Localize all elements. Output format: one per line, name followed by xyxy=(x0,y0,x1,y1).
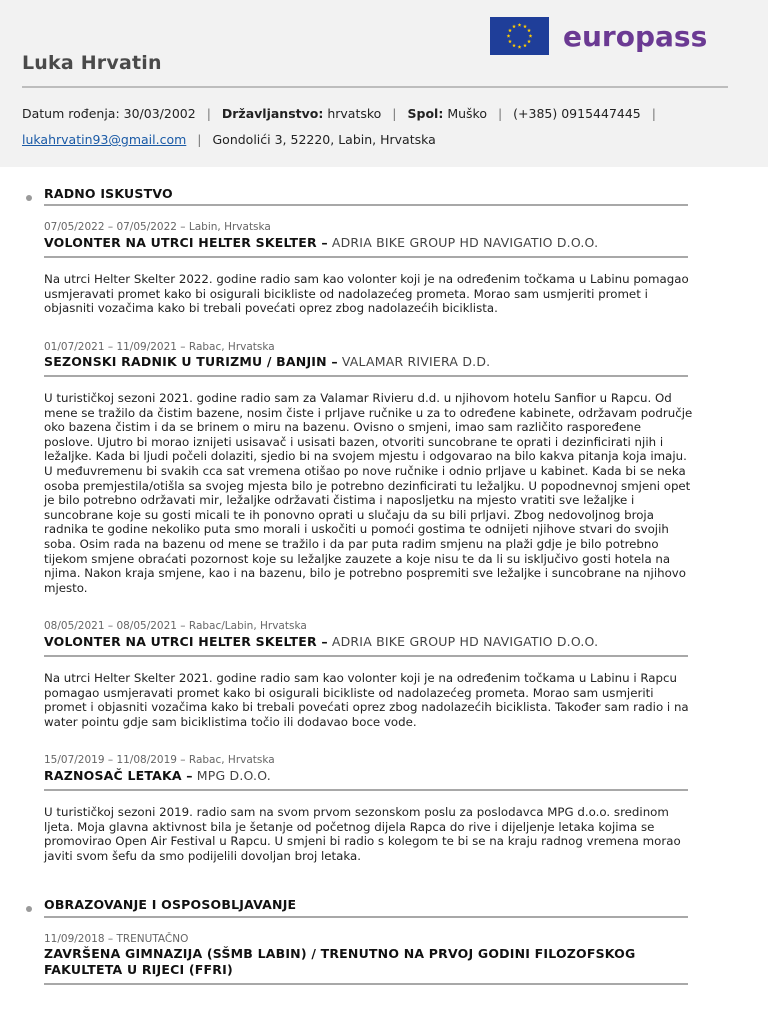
eu-star-icon xyxy=(508,40,512,44)
europass-logo-text: europass xyxy=(563,19,708,53)
gender-label: Spol: xyxy=(407,106,444,121)
eu-flag-icon xyxy=(490,17,549,55)
phone-number: (+385) 0915447445 xyxy=(513,106,641,121)
education-title: ZAVRŠENA GIMNAZIJA (SŠMB LABIN) / TRENUTNO NA PRVOJ GODINI FILOZOFSKOG xyxy=(44,946,636,961)
eu-flag-stars xyxy=(490,17,549,55)
europass-logo xyxy=(490,17,707,55)
education-title-line1 xyxy=(44,946,635,961)
entry-title xyxy=(44,768,271,783)
birth-value: 30/03/2002 xyxy=(123,106,196,121)
eu-star-icon xyxy=(518,23,522,27)
separator: | xyxy=(651,106,656,121)
entry-date-location: 01/07/2021 – 11/09/2021 – Rabac, Hrvatska xyxy=(44,341,275,353)
eu-star-icon xyxy=(527,29,531,33)
section-divider xyxy=(44,916,688,918)
job-title: SEZONSKI RADNIK U TURIZMU / BANJIN – xyxy=(44,354,338,369)
employer: MPG D.O.O. xyxy=(196,768,271,783)
section-title-work: RADNO ISKUSTVO xyxy=(44,186,173,201)
separator: | xyxy=(206,106,211,121)
employer: VALAMAR RIVIERA D.D. xyxy=(341,354,491,369)
education-title: FAKULTETA U RIJECI (FFRI) xyxy=(44,962,233,977)
eu-star-icon xyxy=(508,29,512,33)
citizenship-label: Državljanstvo: xyxy=(221,106,324,121)
email-link[interactable]: lukahrvatin93@gmail.com xyxy=(22,132,187,147)
entry-date-location: 15/07/2019 – 11/08/2019 – Rabac, Hrvatska xyxy=(44,754,275,766)
eu-star-icon xyxy=(507,34,511,38)
entry-divider xyxy=(44,256,688,258)
entry-title xyxy=(44,634,598,649)
eu-star-icon xyxy=(529,34,533,38)
address: Gondolići 3, 52220, Labin, Hrvatska xyxy=(212,132,436,147)
entry-date-location: 08/05/2021 – 08/05/2021 – Rabac/Labin, Hrvatska xyxy=(44,620,307,632)
section-divider xyxy=(44,204,688,206)
entry-description: Na utrci Helter Skelter 2022. godine radio sam kao volonter koji je na određenim točkama u Labinu pomagao usmjeravati promet kako bi osigurali bicikliste od nadolazećeg prometa. Morao sam usmjeriti promet i objasniti vozačima kako bi trebali povećati oprez zbog nadolazećih biciklista. xyxy=(44,272,689,316)
separator: | xyxy=(392,106,397,121)
personal-info-line xyxy=(22,106,663,121)
eu-star-icon xyxy=(527,40,531,44)
section-bullet xyxy=(26,906,32,912)
entry-description: U turističkoj sezoni 2021. godine radio sam za Valamar Rivieru d.d. u njihovom hotelu Sanfior u Rapcu. Od mene se tražilo da čistim bazene, nosim čiste i prljave ručnike u za to određene kabinete, održavam područje oko bazena čistim i da se brinem o miru na bazenu. Ovisno o smjeni, imao sam različito raspoređene poslove. Ujutro bi morao iznijeti usisavač i usisati bazen, otvoriti suncobrane te oprati i dezinficirati njih i ležaljke. Kada bi ljudi počeli dolaziti, sjedio bi na svojem mjestu i odgovarao na bilo kakva pitanja koja imaju. U međuvremenu bi svakih cca sat vremena otišao po nove ručnike i odnio prljave u kabinet. Kada bi se neka osoba premjestila/otišla sa svojeg mjesta bilo je potrebno dezinficirati tu ležaljku. U popodnevnoj smjeni opet je bilo potrebno održavati mir, ležaljke održavati čistima i naposljetku na mjesto vratiti sve ležaljke i suncobrane koje su gosti micali te ih ponovno oprati u slučaju da su bili prljavi. Zbog nedovoljnog broja radnika te godine nekoliko puta smo morali i uskočiti u pomoći gostima te odnijeti njihove stvari do svojih soba. Osim rada na bazenu od mene se tražilo i da par puta radim smjenu na plaži gdje je bilo potrebno tijekom smjene obraćati pozornost koje su ležaljke zauzete a koje nisu te da li su isključivo gosti hotela na njima. Nakon kraja smjene, kao i na bazenu, bilo je potrebno pospremiti sve ležaljke i suncobrane na njihovo mjesto. xyxy=(44,391,693,595)
separator: | xyxy=(197,132,202,147)
entry-title xyxy=(44,354,490,369)
section-title-education: OBRAZOVANJE I OSPOSOBLJAVANJE xyxy=(44,897,297,912)
contact-line xyxy=(22,132,436,147)
job-title: VOLONTER NA UTRCI HELTER SKELTER – xyxy=(44,634,328,649)
education-title-line2 xyxy=(44,962,233,977)
entry-description: U turističkoj sezoni 2019. radio sam na svom prvom sezonskom poslu za poslodavca MPG d.o.o. sredinom ljeta. Moja glavna aktivnost bila je šetanje od početnog dijela Rapca do rive i dijeljenje letaka kojima se promovirao Open Air Festival u Rapcu. U smjeni bi radio s kolegom te bi se na kraju radnog vremena morao javiti svom šefu da smo podijelili dovoljan broj letaka. xyxy=(44,805,681,863)
eu-star-icon xyxy=(523,24,527,28)
employer: ADRIA BIKE GROUP HD NAVIGATIO D.O.O. xyxy=(331,235,599,250)
eu-star-icon xyxy=(523,44,527,48)
entry-divider xyxy=(44,375,688,377)
job-title: VOLONTER NA UTRCI HELTER SKELTER – xyxy=(44,235,328,250)
birth-label: Datum rođenja: xyxy=(22,106,120,121)
job-title: RAZNOSAČ LETAKA – xyxy=(44,768,193,783)
eu-star-icon xyxy=(518,45,522,49)
section-bullet xyxy=(26,195,32,201)
employer: ADRIA BIKE GROUP HD NAVIGATIO D.O.O. xyxy=(331,634,599,649)
name-divider xyxy=(22,86,728,88)
person-name: Luka Hrvatin xyxy=(22,52,162,74)
separator: | xyxy=(497,106,503,121)
entry-title xyxy=(44,235,598,250)
gender-value: Muško xyxy=(447,106,487,121)
eu-star-icon xyxy=(512,24,516,28)
entry-date: 11/09/2018 – TRENUTAČNO xyxy=(44,933,189,945)
entry-divider xyxy=(44,983,688,985)
eu-star-icon xyxy=(512,44,516,48)
citizenship-value: hrvatsko xyxy=(327,106,382,121)
entry-divider xyxy=(44,789,688,791)
entry-description: Na utrci Helter Skelter 2021. godine radio sam kao volonter koji je na određenim točkama u Labinu i Rapcu pomagao usmjeravati promet kako bi osigurali bicikliste od nadolazećeg prometa. Morao sam usmjeriti promet i objasniti vozačima kako bi trebali povećati oprez zbog nadolazećih biciklista. Također sam radio i na water pointu gdje sam biciklistima točio ili dodavao boce vode. xyxy=(44,671,689,729)
entry-date-location: 07/05/2022 – 07/05/2022 – Labin, Hrvatska xyxy=(44,221,271,233)
entry-divider xyxy=(44,655,688,657)
